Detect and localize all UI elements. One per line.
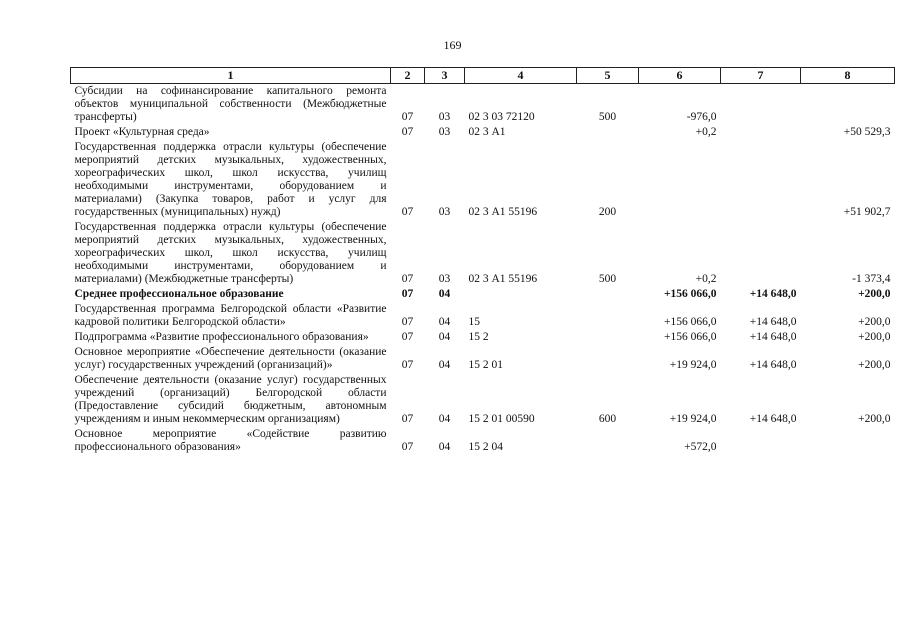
row-subsection: 04: [438, 316, 451, 328]
row-name: Основное мероприятие «Обеспечение деятельности (оказание услуг) государственных учреждений (организаций)»: [74, 346, 387, 371]
row-amount-8: +200,0: [858, 359, 891, 371]
row-name: Государственная поддержка отрасли культуры (обеспечение мероприятий детских музыкальных, художественных, хореографических школ, школ искусства, училищ необходимыми инструментами, оборудованием и материалами) (Межбюджетные трансферты): [74, 221, 387, 285]
row-amount-6: +156 066,0: [664, 316, 717, 328]
header-col-5: 5: [577, 68, 639, 84]
row-amount-7: [721, 427, 801, 455]
row-amount-7: +14 648,0: [749, 331, 797, 343]
row-amount-6: +19 924,0: [669, 413, 717, 425]
row-section: 07: [401, 111, 414, 123]
row-amount-7: +14 648,0: [749, 316, 797, 328]
row-expense-type: 500: [598, 273, 617, 285]
header-col-4: 4: [465, 68, 577, 84]
row-name: Государственная поддержка отрасли культуры (обеспечение мероприятий детских музыкальных, художественных, хореографических школ, школ искусства, училищ необходимыми инструментами, оборудованием и материалами) (Закупка товаров, работ и услуг для государственных (муниципальных) нужд): [74, 141, 387, 218]
budget-table: [70, 67, 895, 455]
row-name: Подпрограмма «Развитие профессионального образования»: [74, 331, 369, 343]
table-row: [71, 330, 895, 345]
row-name: Среднее профессиональное образование: [74, 288, 284, 300]
row-amount-8: +50 529,3: [843, 126, 891, 138]
header-col-6: 6: [639, 68, 721, 84]
row-target-code: 02 3 А1: [468, 126, 506, 138]
row-section: 07: [401, 206, 414, 218]
table-row: [71, 302, 895, 330]
table-row: [71, 220, 895, 287]
row-amount-6: +572,0: [684, 441, 717, 453]
row-target-code: 15 2 01 00590: [468, 413, 535, 425]
row-amount-7: +14 648,0: [749, 288, 797, 300]
row-expense-type: [577, 287, 639, 302]
row-target-code: 15 2: [468, 331, 489, 343]
row-amount-6: +0,2: [695, 273, 717, 285]
row-name: Основное мероприятие «Содействие развитию профессионального образования»: [74, 428, 387, 453]
row-name: Государственная программа Белгородской области «Развитие кадровой политики Белгородской области»: [74, 303, 387, 328]
row-section: 07: [401, 126, 414, 138]
row-target-code: 15 2 04: [468, 441, 503, 453]
row-subsection: 03: [438, 111, 451, 123]
table-row: [71, 84, 895, 126]
row-section: 07: [401, 316, 414, 328]
row-expense-type: 600: [598, 413, 617, 425]
table-row: [71, 427, 895, 455]
row-target-code: 15 2 01: [468, 359, 503, 371]
row-amount-6: [639, 140, 721, 220]
row-section: 07: [401, 331, 414, 343]
row-subsection: 04: [438, 413, 451, 425]
row-amount-7: [721, 220, 801, 287]
row-amount-7: +14 648,0: [749, 413, 797, 425]
row-amount-8: [801, 84, 895, 126]
row-amount-7: [721, 140, 801, 220]
header-row: [71, 68, 895, 84]
row-amount-8: +200,0: [858, 316, 891, 328]
table-header: [71, 68, 895, 84]
row-subsection: 04: [438, 441, 451, 453]
header-col-2: 2: [391, 68, 425, 84]
row-amount-6: +19 924,0: [669, 359, 717, 371]
row-target-code: 02 3 А1 55196: [468, 206, 538, 218]
row-name: Субсидии на софинансирование капитального ремонта объектов муниципальной собственности (Межбюджетные трансферты): [74, 85, 387, 123]
row-subsection: 04: [438, 288, 451, 300]
row-subsection: 03: [438, 206, 451, 218]
header-col-7: 7: [721, 68, 801, 84]
header-col-8: 8: [801, 68, 895, 84]
row-target-code: 15: [468, 316, 480, 328]
row-amount-6: -976,0: [686, 111, 717, 123]
header-col-1: 1: [71, 68, 391, 84]
row-amount-8: [801, 427, 895, 455]
header-col-3: 3: [425, 68, 465, 84]
row-expense-type: 200: [598, 206, 617, 218]
row-amount-8: +200,0: [858, 288, 891, 300]
row-amount-8: +51 902,7: [843, 206, 891, 218]
row-subsection: 03: [438, 273, 451, 285]
row-amount-6: +156 066,0: [663, 288, 717, 300]
row-expense-type: [577, 427, 639, 455]
table-row: [71, 140, 895, 220]
row-amount-7: [721, 84, 801, 126]
row-name: Обеспечение деятельности (оказание услуг) государственных учреждений (организаций) Белгородской области (Предоставление субсидий бюджетным, автономным учреждениям и иным некоммерческим организациям): [74, 374, 387, 425]
row-expense-type: [577, 330, 639, 345]
page-number: 169: [443, 38, 462, 52]
row-amount-6: +156 066,0: [664, 331, 717, 343]
row-amount-8: -1 373,4: [852, 273, 891, 285]
row-section: 07: [401, 441, 414, 453]
row-target-code: 02 3 03 72120: [468, 111, 535, 123]
row-expense-type: 500: [598, 111, 617, 123]
table-row: [71, 345, 895, 373]
row-subsection: 03: [438, 126, 451, 138]
row-target-code: [465, 287, 577, 302]
row-section: 07: [401, 288, 414, 300]
table-body: [71, 84, 895, 456]
row-section: 07: [401, 273, 414, 285]
row-amount-7: +14 648,0: [749, 359, 797, 371]
row-subsection: 04: [438, 331, 451, 343]
row-expense-type: [577, 345, 639, 373]
row-expense-type: [577, 125, 639, 140]
table-row: [71, 287, 895, 302]
row-name: Проект «Культурная среда»: [74, 126, 210, 138]
row-amount-8: +200,0: [858, 413, 891, 425]
row-amount-7: [721, 125, 801, 140]
row-amount-6: +0,2: [695, 126, 717, 138]
table-row: [71, 373, 895, 427]
row-section: 07: [401, 359, 414, 371]
row-amount-8: +200,0: [858, 331, 891, 343]
row-subsection: 04: [438, 359, 451, 371]
row-target-code: 02 3 А1 55196: [468, 273, 538, 285]
table-row: [71, 125, 895, 140]
row-expense-type: [577, 302, 639, 330]
row-section: 07: [401, 413, 414, 425]
